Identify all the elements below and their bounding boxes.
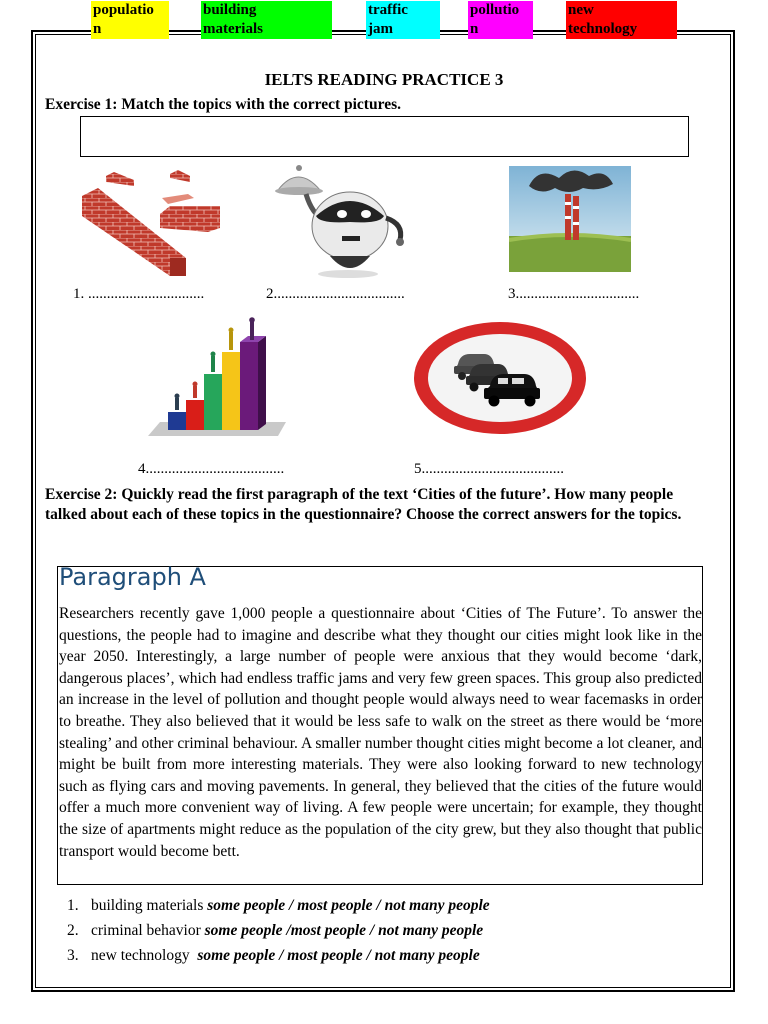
page-title: IELTS READING PRACTICE 3 — [264, 70, 504, 89]
paragraph-heading: Paragraph A — [59, 563, 206, 591]
question-options[interactable]: some people / most people / not many people — [197, 947, 480, 964]
exercise1-instruction: Exercise 1: Match the topics with the correct pictures. — [45, 96, 401, 113]
question-number: 2. — [67, 922, 79, 939]
answer-blank-5[interactable]: 5...................................... — [414, 461, 564, 477]
question-topic: criminal behavior — [91, 922, 205, 939]
answer-blank-3[interactable]: 3................................. — [508, 286, 640, 302]
topic-population: populatio n — [91, 1, 169, 39]
question-item — [67, 945, 490, 970]
topic-pollution: pollutio n — [468, 1, 533, 39]
answer-blank-4[interactable]: 4..................................... — [138, 461, 285, 477]
factory-pollution-icon — [509, 166, 631, 272]
topic-traffic-jam: traffic jam — [366, 1, 440, 39]
brick-wall-icon — [78, 166, 224, 280]
topic-new-technology: new technology — [566, 1, 677, 39]
topics-table — [80, 116, 689, 157]
topic-building-materials: building materials — [201, 1, 332, 39]
question-item — [67, 895, 490, 920]
no-traffic-sign-icon — [412, 320, 588, 438]
population-bar-chart-icon — [146, 314, 292, 440]
question-number: 1. — [67, 897, 79, 914]
robot-waiter-icon — [268, 162, 416, 280]
question-list — [67, 895, 490, 970]
answer-blank-1[interactable]: 1. ............................... — [73, 286, 205, 302]
exercise2-instruction: Exercise 2: Quickly read the first paragraph of the text ‘Cities of the future’. How many people talked about each of these topics in the questionnaire? Choose the correct answers for the topics. — [45, 486, 682, 523]
question-topic: new technology — [91, 947, 198, 964]
question-item — [67, 920, 490, 945]
question-options[interactable]: some people / most people / not many people — [207, 897, 490, 914]
paragraph-text: Researchers recently gave 1,000 people a questionnaire about ‘Cities of The Future’. To answer the questions, the people had to imagine and describe what they thought our cities might look like in the year 2050. Interestingly, a large number of people were anxious that they would become ‘dark, dangerous places’, which had endless traffic jams and very few green spaces. This group also predicted an increase in the level of pollution and thought people would always need to wear facemasks in order to breathe. They also believed that it would be less safe to walk on the street as there would be ‘more stealing’ and other criminal behaviour. A smaller number thought cities might become a lot cleaner, and might be built from more interesting materials. They were also looking forward to new technology such as flying cars and moving pavements. In general, they believed that the cities of the future would offer a much more convenient way of living. A few people were uncertain; for example, they thought the size of apartments might reduce as the population of the city grew, but they also thought that public transport would become bett. — [59, 605, 702, 860]
question-options[interactable]: some people /most people / not many people — [204, 922, 484, 939]
question-number: 3. — [67, 947, 79, 964]
question-topic: building materials — [91, 897, 208, 914]
answer-blank-2[interactable]: 2................................... — [266, 286, 405, 302]
